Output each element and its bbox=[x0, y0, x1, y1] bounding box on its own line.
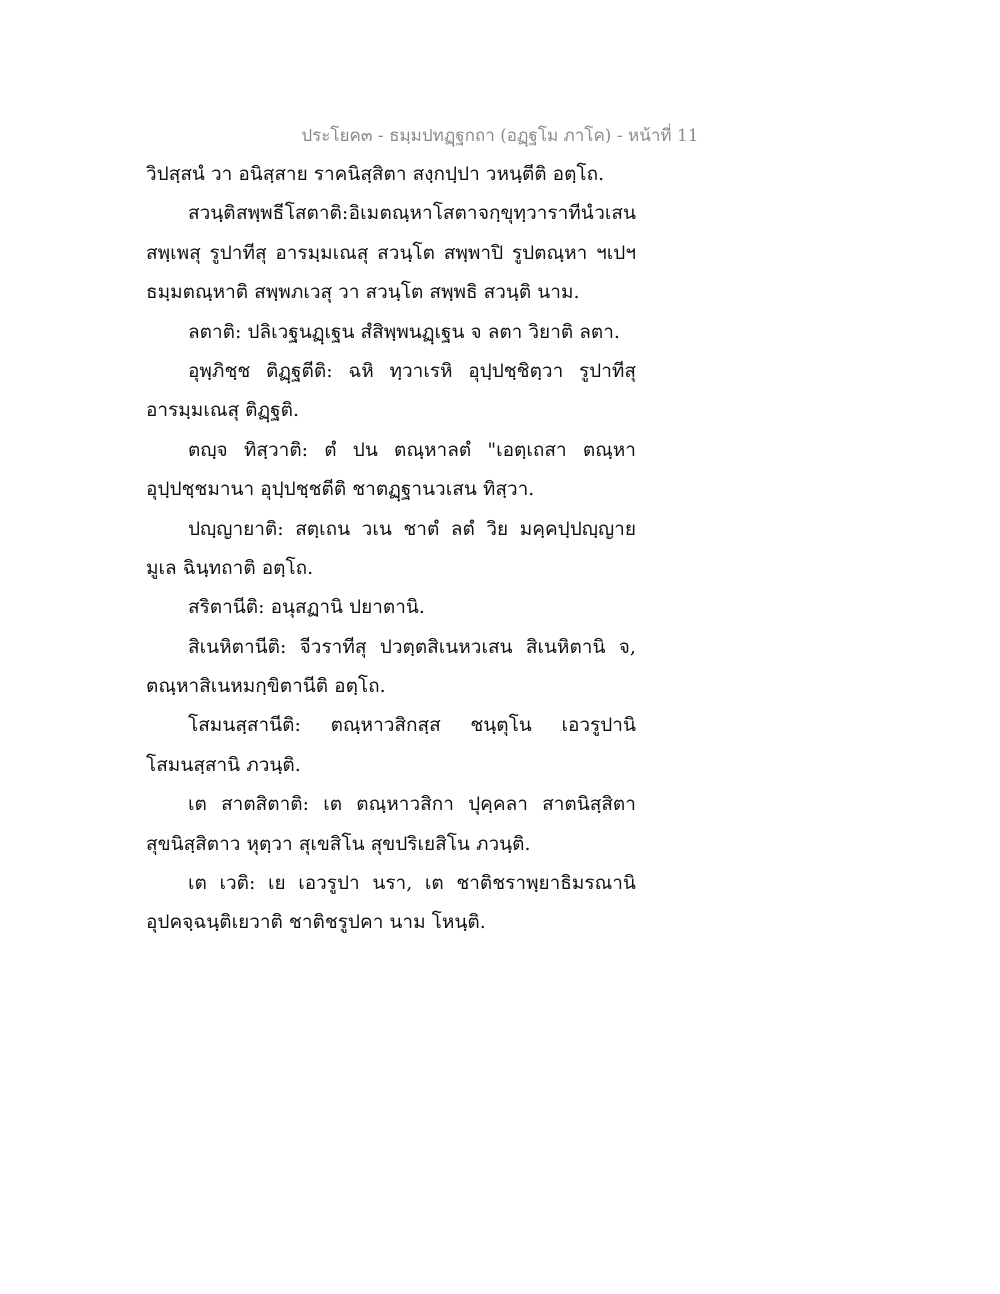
text-line: อุปคจฺฉนฺติเยวาติ ชาติชรูปคา นาม โหนฺติ. bbox=[146, 911, 486, 934]
text-line bbox=[146, 352, 636, 391]
word: รูปาทีสุ bbox=[578, 359, 636, 382]
text-line bbox=[146, 510, 636, 549]
running-header: ประโยค๓ - ธมฺมปทฏฺฐกถา (อฏฺฐโม ภาโค) - หน้าที่ 11 bbox=[301, 126, 699, 146]
word: วิย bbox=[486, 517, 509, 540]
word: สพฺพาปิ bbox=[443, 241, 504, 264]
word: ตํ bbox=[324, 438, 337, 461]
text-line: โสมนสฺสานิ ภวนฺติ. bbox=[146, 753, 301, 776]
word: จ, bbox=[618, 635, 636, 658]
word: จีวราทีสุ bbox=[299, 635, 367, 658]
word: โสมนสฺสานีติ: bbox=[188, 714, 301, 737]
word: เต bbox=[323, 793, 343, 816]
text-line bbox=[146, 194, 636, 233]
word: จกฺขุทฺวาราทีนํ bbox=[477, 202, 594, 225]
word: ทฺวาเรหิ bbox=[389, 359, 453, 382]
word: เย bbox=[267, 872, 286, 895]
word: อารมฺมเณสุ bbox=[275, 241, 369, 264]
text-line: ตณฺหาสิเนหมกฺขิตานีติ อตฺโถ. bbox=[146, 675, 386, 698]
word: ปวตฺตสิเนหวเสน bbox=[379, 635, 513, 658]
word: รูปาทีสุ bbox=[209, 241, 267, 264]
word: สาตนิสฺสิตา bbox=[542, 793, 636, 816]
text-line bbox=[146, 706, 636, 745]
word: ตณฺหาวสิกา bbox=[356, 793, 454, 816]
word: ทิสฺวาติ: bbox=[243, 438, 309, 461]
word: ปน bbox=[352, 438, 378, 461]
word: ตญฺจ bbox=[188, 438, 228, 461]
word: นรา, bbox=[372, 872, 413, 895]
word: อุพฺภิชฺช bbox=[188, 359, 251, 382]
word: สวนฺโต bbox=[377, 241, 435, 264]
word: เอวรูปานิ bbox=[561, 714, 636, 737]
text-line: มูเล ฉินฺทถาติ อตฺโถ. bbox=[146, 556, 314, 579]
text-line: วิปสฺสนํ วา อนิสฺสาย ราคนิสฺสิตา สงฺกปฺปา วหนฺตีติ อตฺโถ. bbox=[146, 163, 605, 185]
word: ฉหิ bbox=[348, 359, 374, 382]
word: ตณฺหา bbox=[582, 438, 636, 461]
word: สพฺเพสุ bbox=[146, 241, 201, 264]
word: โสตาติ: bbox=[284, 202, 349, 225]
word: ลตํ bbox=[450, 517, 475, 540]
word: ฯเปฯ bbox=[596, 241, 636, 264]
text-line: สุขนิสฺสิตาว หุตฺวา สุเขสิโน สุขปริเยสิโน ภวนฺติ. bbox=[146, 832, 531, 855]
word: วเสน bbox=[594, 202, 636, 225]
word: "เอตฺเถสา bbox=[487, 438, 567, 461]
text-line bbox=[146, 628, 636, 667]
word: อิเม bbox=[348, 202, 380, 225]
text-line: ลตาติ: ปลิเวฐนฏฺเฐน สํสิพฺพนฏฺเฐน จ ลตา วิยาติ ลตา. bbox=[188, 320, 620, 343]
word: เต bbox=[188, 793, 207, 816]
word: รูปตณฺหา bbox=[511, 241, 588, 264]
word: ชาติชราพฺยาธิมรณานิ bbox=[456, 872, 636, 895]
word: ตณฺหาโสตา bbox=[379, 202, 478, 225]
text-line bbox=[146, 234, 636, 273]
body-text bbox=[146, 155, 636, 943]
word: สตฺเถน bbox=[295, 517, 351, 540]
word: สาตสิตาติ: bbox=[221, 793, 310, 816]
word: สิเนหิตานีติ: bbox=[188, 635, 287, 658]
word: สิเนหิตานิ bbox=[525, 635, 606, 658]
text-line: ธมฺมตณฺหาติ สพฺพภเวสุ วา สวนฺโต สพฺพธิ สวนฺติ นาม. bbox=[146, 281, 580, 304]
text-line bbox=[146, 431, 636, 470]
word: เต bbox=[188, 872, 207, 895]
word: ปุคฺคลา bbox=[468, 793, 528, 816]
word: เอวรูปา bbox=[298, 872, 360, 895]
text-line: อุปฺปชฺชมานา อุปฺปชฺชตีติ ชาตฏฺฐานวเสน ทิสฺวา. bbox=[146, 478, 535, 501]
word: อุปฺปชฺชิตฺวา bbox=[468, 359, 564, 382]
word: ตณฺหาวสิกสฺส bbox=[330, 714, 441, 737]
word: เต bbox=[424, 872, 444, 895]
word: ชาตํ bbox=[403, 517, 440, 540]
word: ชนฺตุโน bbox=[470, 714, 532, 737]
text-line: อารมฺมเณสุ ติฏฺฐติ. bbox=[146, 399, 300, 422]
word: ปญฺญายาติ: bbox=[188, 517, 284, 540]
word: ตณฺหาลตํ bbox=[394, 438, 472, 461]
text-line bbox=[146, 864, 636, 903]
word: มคฺคปฺปญฺญาย bbox=[519, 517, 636, 540]
word: วเน bbox=[361, 517, 392, 540]
text-line: สริตานีติ: อนุสฏานิ ปยาตานิ. bbox=[188, 596, 425, 619]
word: ติฏฺฐตีติ: bbox=[265, 359, 333, 382]
word: เวติ: bbox=[219, 872, 256, 895]
word: สพฺพธี bbox=[236, 202, 285, 225]
text-line bbox=[146, 785, 636, 824]
word: สวนฺติ bbox=[188, 202, 236, 225]
